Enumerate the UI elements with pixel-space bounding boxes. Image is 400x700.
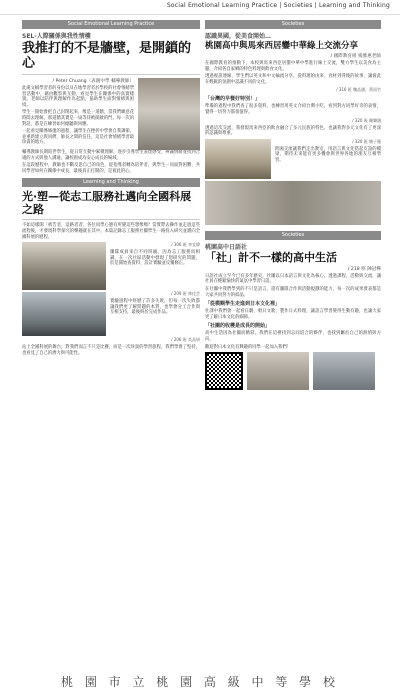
article-paragraph: 社課中我們會一起看日劇、唱日文歌、製作日式料理，讓語言學習變得生動有趣，也讓大家更了解日本文化的細節。: [205, 309, 381, 320]
divider: [22, 74, 200, 75]
article-paragraph: 準備的過程中我們查了很多資料，也練習用英文介紹台灣小吃，看到對方同學好奇的表情，覺得一切努力都很值得。: [205, 104, 381, 115]
right-column: [205, 20, 381, 390]
photo-caption: / 206 班 吳品妍: [171, 337, 200, 343]
top-bar: [0, 0, 400, 15]
article-paragraph: 在這段歷程中，教師也不斷反思自己的角色，從指導者轉為陪伴者，與學生一同面對困難，共同學習如何在關係中成長，最後真正打開的，是彼此的心。: [22, 163, 200, 174]
section-bar-societies: Societies: [205, 20, 381, 29]
article-paragraph: 透過這次交流，我發現馬來西亞的飲食融合了多元民族的特色，也讓我對多元文化有了更深的認識與尊重。: [205, 125, 381, 137]
article-paragraph: 一起看見關係修復的過程，讓學生在挫折中學會自我調節，並重新建立與同儕、師長之間的信任，這是社會情緒學習最珍貴的地方。: [22, 129, 134, 146]
article-title: 「社」計不一樣的高中生活: [205, 250, 337, 264]
photo-row: [205, 352, 381, 390]
quote-author: / 320 班 賴子薇: [352, 138, 381, 144]
article-title: 我推打的不是牆壁，是開鎖的心: [22, 41, 192, 71]
school-building-photo: [138, 78, 200, 150]
exchange-screen-photo: [205, 139, 271, 179]
article-intro: 不如這樣開「被告者，這路者者，各位同學心態有所變這些想像嗎？當實際去操作並走過這些流程後，才發現科學探究的樂趣就在其中。本篇記錄志工服務社團學生一路投入研究並邁向全國科展的歷程。: [22, 223, 200, 240]
club-activity-photo: [247, 352, 309, 390]
quote-author: / 320 班 陳樂涵: [352, 117, 381, 123]
article-paragraph: 實驗過程中經歷了許多失敗，但每一次失敗都讓我們更了解問題的本質，也學會分工合作與互相支持，最後終於完成作品。: [110, 299, 200, 316]
article-title: 桃園高中與馬來西居鑾中華綠上交流分享: [205, 41, 359, 51]
quote-author: / 316 班 魏品涵、黃雨竹: [336, 87, 381, 93]
left-column: [22, 20, 200, 358]
section-bar-learning: Learning and Thinking: [22, 178, 200, 187]
article-paragraph: 高中生活因為社團而精彩，我們在這裡找到志同道合的夥伴，也找到屬於自己的熱情與方向。: [205, 331, 381, 342]
article-title: 光·塑—從志工服務社邁向全國科展之路: [22, 190, 192, 217]
article-paragraph: 此處文稿學習者的身份以及在地學習者於學校的社會情緒學習活動中，藉由觀察與互動，看見學生在關係中的真實樣貌。老師以陪伴與理解作為起點，協助學生面對情緒與困境。: [22, 86, 134, 108]
article-paragraph: 透過視訊連線，學生們以英文和中文輪流分享，從料理的由來、食材到背後的故事，讓彼此在輕鬆的氛圍中認識不同的文化。: [205, 74, 381, 85]
category-nav: Social Emotional Learning Practice | Societies | Learning and Thinking: [166, 2, 390, 9]
article-paragraph: 站上全國科展的舞台，對我們而言不只是比賽，而是一次珍貴的學習旅程，我們學會了堅持，也看見了自己的潛力與可能性。: [22, 345, 200, 356]
article-paragraph: 歡迎對日本文化有興趣的同學一起加入我們！: [205, 344, 291, 350]
article-tag: SEL-人際關係與我性情樓: [22, 33, 91, 40]
award-photo: [22, 292, 106, 336]
students-group-photo: [205, 181, 381, 225]
article-author: / 國際教育組 楊雅惠老師: [330, 54, 381, 59]
article-paragraph: 在社團中我們學到的不只是語言，還有團隊合作與活動規劃的能力，每一次的成果發表都是大家共同努力的結晶。: [205, 286, 381, 298]
team-photo: [22, 242, 106, 290]
article-author: / Peter Chuang（表親中學 輔導教師）: [52, 79, 134, 84]
article-paragraph: 學生一開始會把自己封閉起來，像是一道牆，當我們願意花時間去理解，那道牆其實是一扇等待被開啟的門。每一次的對話，都是在練習如何傾聽與回應。: [22, 110, 134, 127]
article-author: / 218 班 陳冠樺: [347, 266, 381, 272]
article-subhead: 「社團的收穫是成長的開始」: [205, 323, 271, 330]
article-paragraph: 在國際教育的推動下，本校與馬來西亞居鑾中華中學進行線上交流，雙方學生以美食為主題，介紹各自家鄉的特色料理與飲食文化。: [205, 61, 381, 72]
club-activity-photo: [313, 352, 375, 390]
article-tag: 桃園高中日語社: [205, 243, 248, 251]
photo-caption: / 209 班 林佳芸: [171, 291, 200, 297]
qr-code-icon[interactable]: [205, 352, 243, 390]
article-subhead: 「從模糊學生走進到日本文化裡」: [205, 301, 281, 308]
photo-caption: / 306 班 李宜緯: [171, 242, 200, 248]
footer-school-name: 桃 園 市 立 桃 園 高 級 中 等 學 校: [61, 675, 339, 689]
article-quote: 「台灣的早餐好特別！」: [205, 96, 261, 103]
article-paragraph: 跨國交流讓我們走出教室，用語言與文化搭起友誼的橋梁，期待未來能有更多機會與世界各地的朋友互相學習。: [275, 146, 381, 163]
article-tag: 認識異國，從美食開始…: [205, 33, 272, 40]
divider: [22, 219, 200, 220]
article-paragraph: 輔導教師長期陪伴學生，從日常互動中累積理解，逐步引導學生表達感受、辨識情緒並找到合適的方式與他人溝通，讓校園成為安心成長的場域。: [22, 150, 200, 161]
article-paragraph: 團隊成員來自不同班級，因為志工服務而相識，在一次社區活動中發現了想研究的問題，於是開始查資料、設計實驗並反覆修正。: [110, 250, 200, 267]
section-bar-societies: Societies: [205, 231, 381, 240]
article-paragraph: 日語社成立至今已有多年歷史，社團以日本語言與文化為核心，透過課程、活動與交流，讓社員在輕鬆愉快的氣氛中學習日語。: [205, 273, 381, 285]
section-bar-sel: Social Emotional Learning Practice: [22, 20, 200, 29]
